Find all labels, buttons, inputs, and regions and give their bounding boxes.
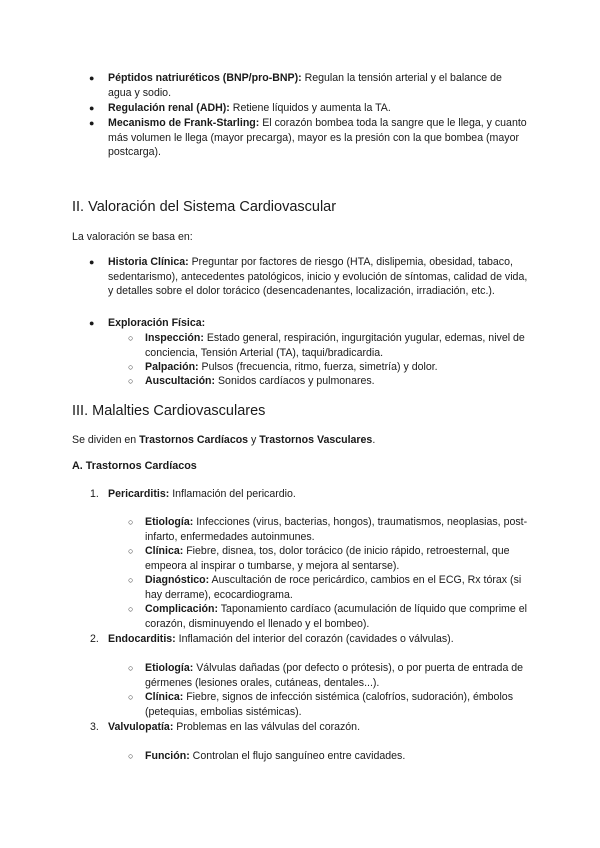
circle-bullet-icon: ○ (128, 376, 134, 386)
section-heading: III. Malalties Cardiovasculares (72, 403, 266, 419)
sub-list-item (145, 690, 530, 719)
item-term: Auscultación: (145, 375, 216, 387)
section-intro (72, 433, 375, 448)
intro-term: Trastornos Vasculares (259, 434, 373, 446)
sub-list-item (145, 374, 530, 389)
bullet-icon: ● (89, 103, 95, 113)
list-number: 3. (90, 721, 99, 733)
item-text: Taponamiento cardíaco (acumulación de líquido que comprime el corazón, disminuyendo el llenado y el bombeo). (145, 603, 527, 630)
numbered-item (108, 632, 528, 647)
circle-bullet-icon: ○ (128, 362, 134, 372)
circle-bullet-icon: ○ (128, 692, 134, 702)
item-term: Etiología: (145, 516, 194, 528)
item-term: Péptidos natriuréticos (BNP/pro-BNP): (108, 72, 302, 84)
sub-list-item (145, 661, 530, 690)
subsection-heading: A. Trastornos Cardíacos (72, 460, 197, 472)
item-text: Infecciones (virus, bacterias, hongos), traumatismos, neoplasias, post-infarto, enfermedades autoinmunes. (145, 516, 528, 543)
intro-text: Se dividen en (72, 434, 140, 446)
item-term: Historia Clínica: (108, 256, 189, 268)
item-term: Valvulopatía: (108, 721, 174, 733)
circle-bullet-icon: ○ (128, 663, 134, 673)
numbered-item (108, 487, 528, 502)
item-term: Palpación: (145, 361, 199, 373)
list-item (108, 101, 528, 116)
sub-list-item (145, 360, 530, 375)
sub-list-item (145, 749, 530, 764)
list-number: 1. (90, 488, 99, 500)
item-term: Exploración Física: (108, 317, 206, 329)
item-text: Fiebre, disnea, tos, dolor torácico (de inicio rápido, retroesternal, que empeora al inspirar o tumbarse, y mejora al sentarse). (145, 545, 510, 572)
item-text: Controlan el flujo sanguíneo entre cavidades. (189, 750, 406, 762)
section-intro: La valoración se basa en: (72, 231, 193, 243)
circle-bullet-icon: ○ (128, 546, 134, 556)
item-term: Mecanismo de Frank-Starling: (108, 117, 260, 129)
item-text: Retiene líquidos y aumenta la TA. (229, 102, 391, 114)
circle-bullet-icon: ○ (128, 517, 134, 527)
circle-bullet-icon: ○ (128, 333, 134, 343)
list-item (108, 255, 528, 299)
item-text: Problemas en las válvulas del corazón. (173, 721, 361, 733)
numbered-item (108, 720, 528, 735)
sub-list-item (145, 602, 530, 631)
item-term: Regulación renal (ADH): (108, 102, 230, 114)
bullet-icon: ● (89, 318, 95, 328)
section-heading: II. Valoración del Sistema Cardiovascular (72, 199, 337, 215)
item-text: Auscultación de roce pericárdico, cambios en el ECG, Rx tórax (si hay derrame), ecocardiograma. (145, 574, 522, 601)
list-number: 2. (90, 633, 99, 645)
sub-list-item (145, 331, 530, 360)
sub-list-item (145, 573, 530, 602)
circle-bullet-icon: ○ (128, 604, 134, 614)
item-text: El corazón bombea toda la sangre que le llega, y cuanto más volumen le llega (mayor precarga), mayor es la presión con la que bombea (mayor postcarga). (108, 117, 527, 159)
circle-bullet-icon: ○ (128, 575, 134, 585)
item-term: Diagnóstico: (145, 574, 210, 586)
intro-text: . (372, 434, 376, 446)
list-item (108, 316, 528, 331)
item-text: Fiebre, signos de infección sistémica (calofríos, sudoración), émbolos (petequias, embolias sistémicas). (145, 691, 513, 718)
item-text: Válvulas dañadas (por defecto o prótesis), o por puerta de entrada de gérmenes (lesiones orales, cutáneas, dentales...). (145, 662, 524, 689)
item-term: Función: (145, 750, 190, 762)
item-text: Inflamación del pericardio. (169, 488, 296, 500)
sub-list-item (145, 515, 530, 544)
item-term: Complicación: (145, 603, 218, 615)
intro-text: y (248, 434, 260, 446)
list-item (108, 71, 528, 100)
item-term: Pericarditis: (108, 488, 170, 500)
item-text: Preguntar por factores de riesgo (HTA, dislipemia, obesidad, tabaco, sedentarismo), antecedentes patológicos, inicio y evolución de síntomas, calidad de vida, y detalles sobre el dolor torácico (desencadenantes, localización, irradiación, etc.). (108, 256, 528, 298)
bullet-icon: ● (89, 73, 95, 83)
bullet-icon: ● (89, 257, 95, 267)
item-text: Regulan la tensión arterial y el balance de agua y sodio. (108, 72, 502, 99)
item-text: Estado general, respiración, ingurgitación yugular, edemas, nivel de conciencia, Tensión Arterial (TA), taqui/bradicardia. (145, 332, 525, 359)
item-term: Clínica: (145, 545, 184, 557)
item-term: Etiología: (145, 662, 194, 674)
bullet-icon: ● (89, 118, 95, 128)
circle-bullet-icon: ○ (128, 751, 134, 761)
intro-term: Trastornos Cardíacos (139, 434, 249, 446)
item-term: Inspección: (145, 332, 204, 344)
item-term: Clínica: (145, 691, 184, 703)
sub-list-item (145, 544, 530, 573)
list-item (108, 116, 528, 160)
item-text: Inflamación del interior del corazón (cavidades o válvulas). (175, 633, 454, 645)
item-term: Endocarditis: (108, 633, 176, 645)
item-text: Pulsos (frecuencia, ritmo, fuerza, simetría) y dolor. (198, 361, 438, 373)
item-text: Sonidos cardíacos y pulmonares. (215, 375, 375, 387)
